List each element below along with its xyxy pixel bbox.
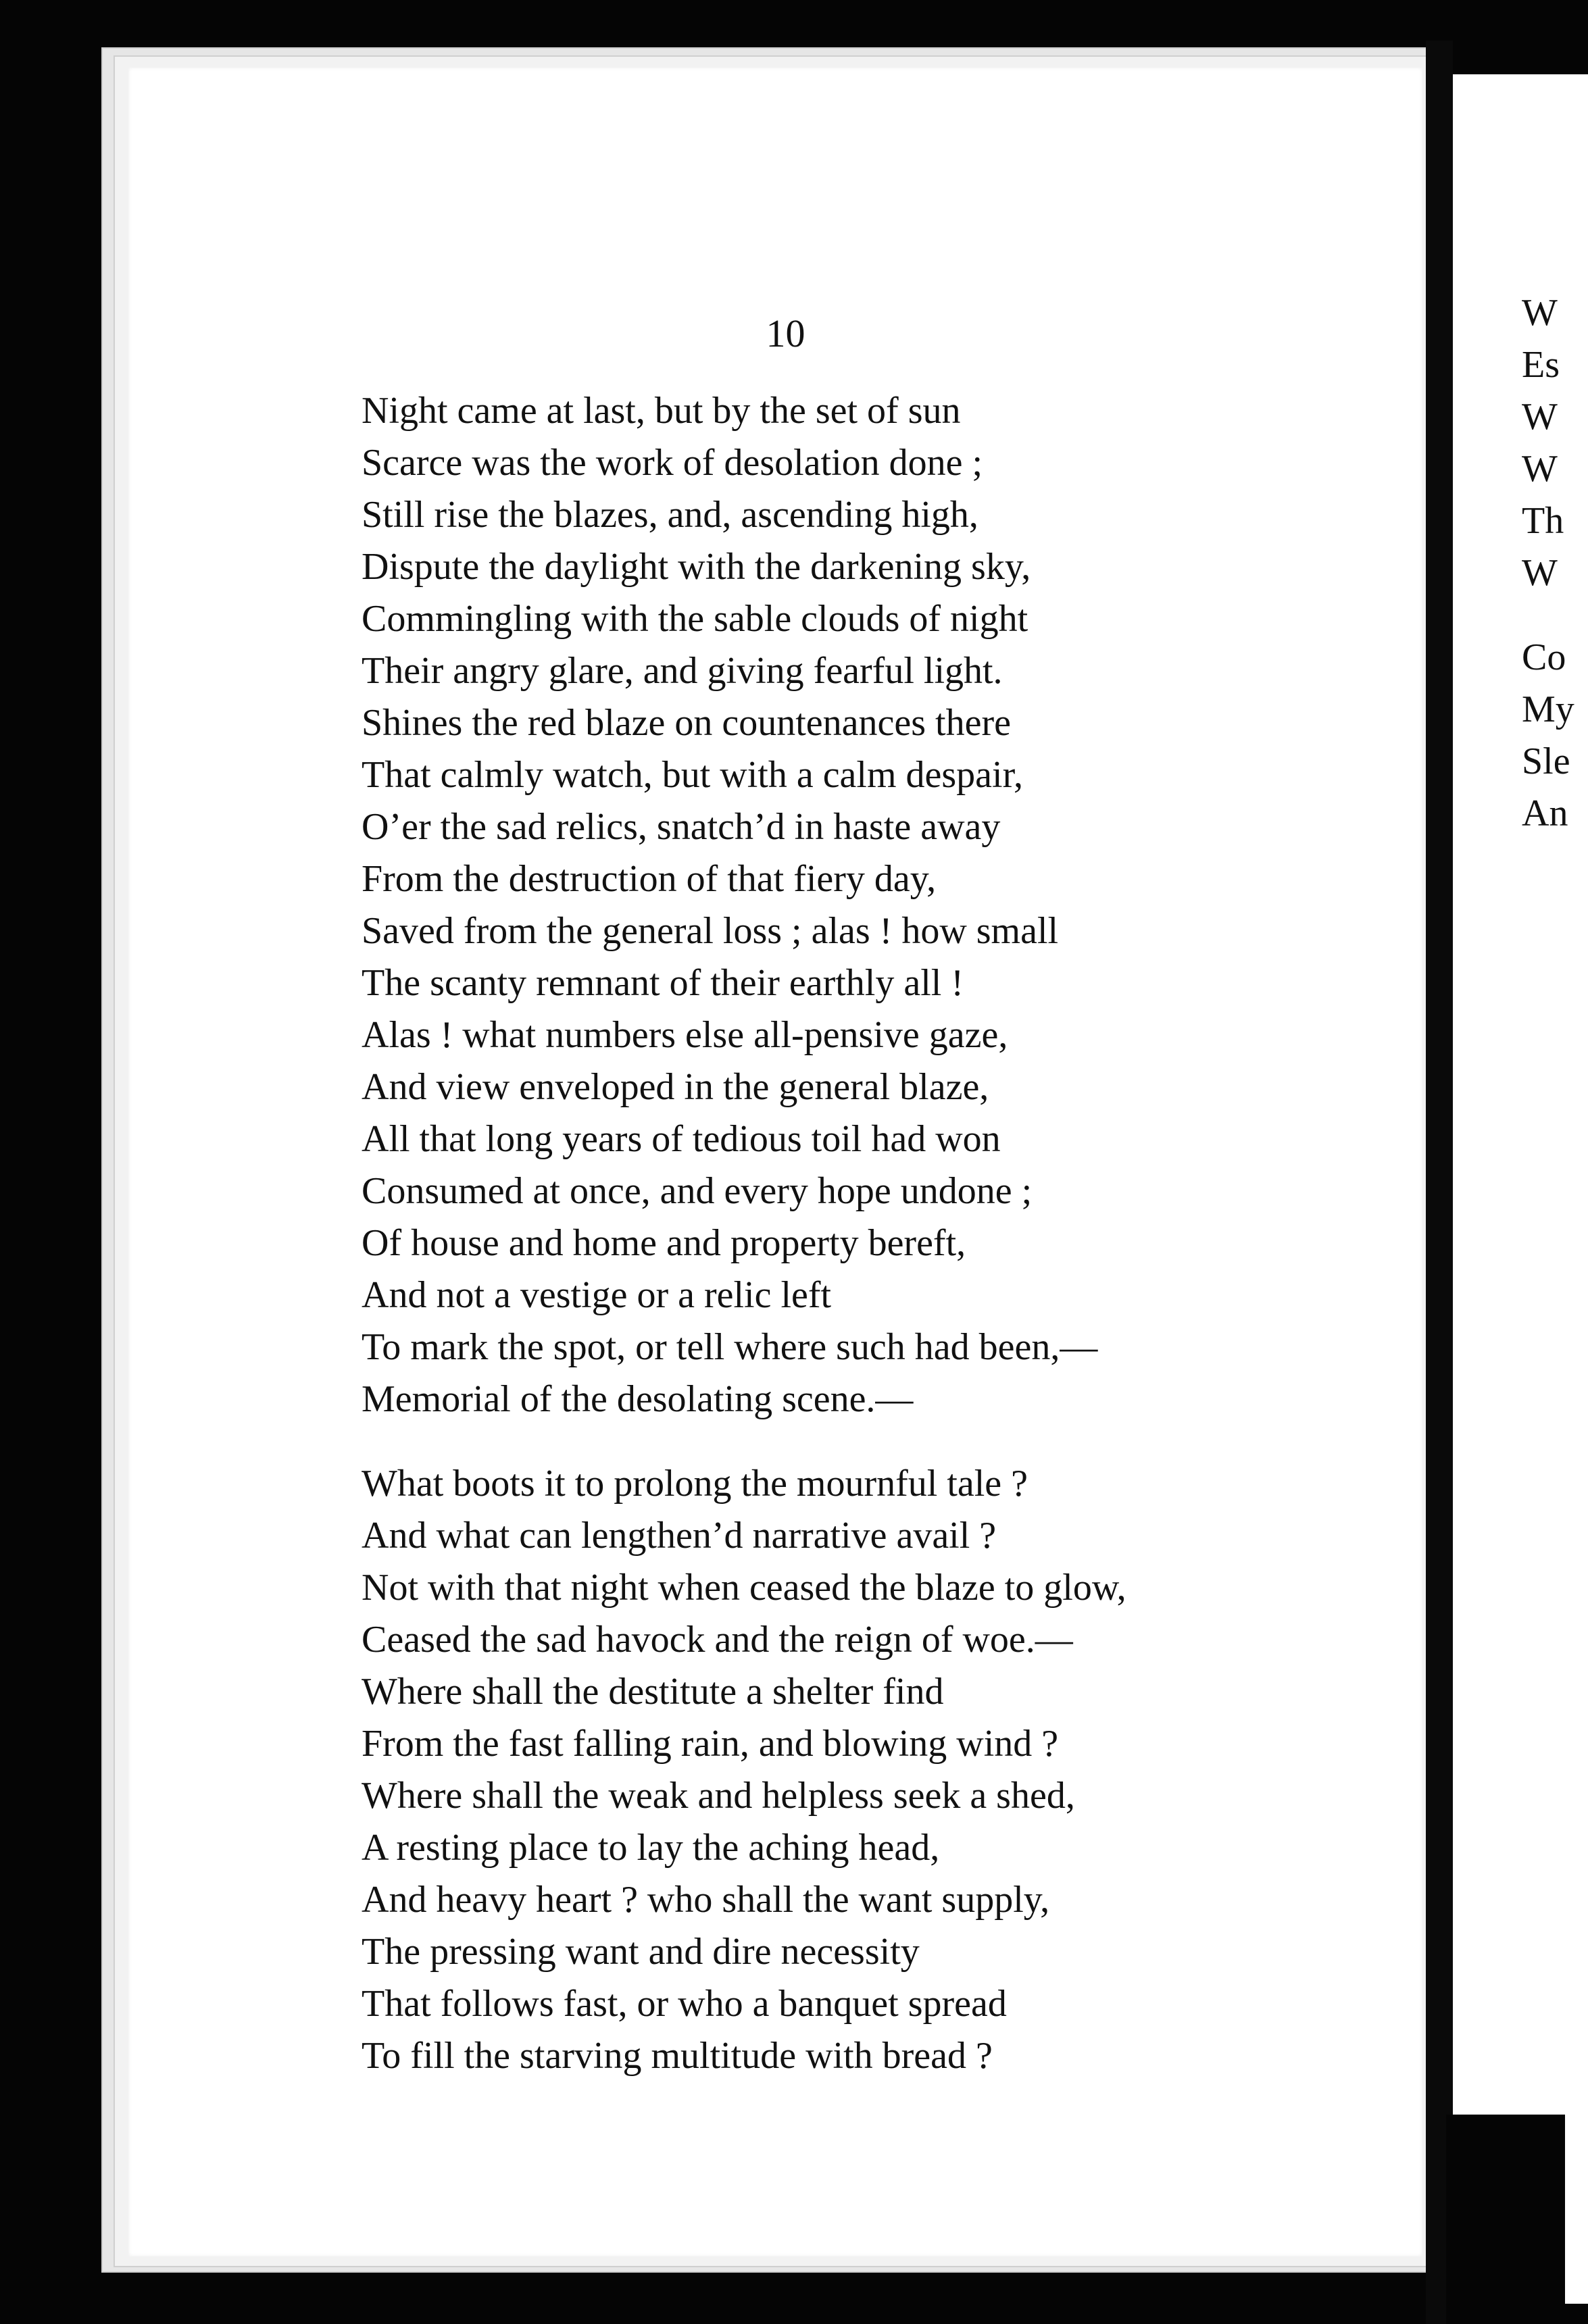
poem-line: That calmly watch, but with a calm despair, [362, 754, 1023, 796]
poem-line: That follows fast, or who a banquet spread [362, 1983, 1007, 2025]
poem-text [362, 385, 1389, 2082]
poem-line: Still rise the blazes, and, ascending high, [362, 494, 978, 536]
facing-page-line-fragment: Es [1522, 344, 1560, 386]
poem-line: Saved from the general loss ; alas ! how small [362, 910, 1059, 952]
poem-line: The scanty remnant of their earthly all ! [362, 962, 964, 1004]
stanza-1 [362, 385, 1389, 1425]
poem-line: And not a vestige or a relic left [362, 1274, 832, 1316]
poem-line: O’er the sad relics, snatch’d in haste away [362, 806, 1001, 848]
poem-line: Where shall the weak and helpless seek a shed, [362, 1775, 1075, 1817]
poem-line: To mark the spot, or tell where such had been,— [362, 1326, 1098, 1368]
facing-page-line-fragment: W [1522, 292, 1558, 334]
poem-line: To fill the starving multitude with bread ? [362, 2035, 993, 2077]
poem-line: Of house and home and property bereft, [362, 1222, 966, 1264]
poem-line: Shines the red blaze on countenances there [362, 702, 1011, 744]
poem-line: Not with that night when ceased the blaze to glow, [362, 1567, 1126, 1609]
facing-page-line-fragment: My [1522, 688, 1574, 730]
poem-line: Scarce was the work of desolation done ; [362, 442, 983, 484]
facing-page-line-fragment: W [1522, 552, 1558, 594]
facing-page-text-group-2 [1522, 632, 1574, 840]
poem-line: Their angry glare, and giving fearful light. [362, 650, 1003, 692]
book-page [128, 68, 1422, 2256]
poem-line: Dispute the daylight with the darkening sky, [362, 546, 1031, 588]
poem-line: All that long years of tedious toil had won [362, 1118, 1001, 1160]
poem-line: What boots it to prolong the mournful tale ? [362, 1463, 1028, 1505]
facing-page-text-group-1 [1522, 287, 1564, 599]
poem-line: From the destruction of that fiery day, [362, 858, 937, 900]
page-gutter [1426, 41, 1453, 2324]
facing-page-line-fragment: Sle [1522, 740, 1570, 782]
scan-dark-corner [1446, 2115, 1565, 2324]
poem-line: A resting place to lay the aching head, [362, 1827, 940, 1869]
poem-line: And what can lengthen’d narrative avail ? [362, 1515, 997, 1557]
poem-line: And heavy heart ? who shall the want supply, [362, 1879, 1050, 1921]
facing-page-line-fragment: Co [1522, 636, 1566, 678]
stanza-2 [362, 1458, 1389, 2082]
facing-page-line-fragment: W [1522, 396, 1558, 438]
poem-line: The pressing want and dire necessity [362, 1931, 920, 1973]
poem-line: And view enveloped in the general blaze, [362, 1066, 989, 1108]
poem-line: Alas ! what numbers else all-pensive gaze, [362, 1014, 1008, 1056]
facing-page-line-fragment: W [1522, 448, 1558, 490]
poem-line: Night came at last, but by the set of sun [362, 390, 961, 432]
poem-line: Memorial of the desolating scene.— [362, 1378, 914, 1420]
poem-line: Consumed at once, and every hope undone ; [362, 1170, 1033, 1212]
facing-page-line-fragment: An [1522, 792, 1568, 834]
poem-line: From the fast falling rain, and blowing wind ? [362, 1723, 1059, 1765]
poem-line: Commingling with the sable clouds of night [362, 598, 1028, 640]
facing-page-line-fragment: Th [1522, 500, 1564, 542]
facing-page [1453, 74, 1588, 2304]
page-number: 10 [766, 311, 805, 355]
poem-line: Where shall the destitute a shelter find [362, 1671, 944, 1713]
poem-line: Ceased the sad havock and the reign of woe.— [362, 1619, 1073, 1661]
